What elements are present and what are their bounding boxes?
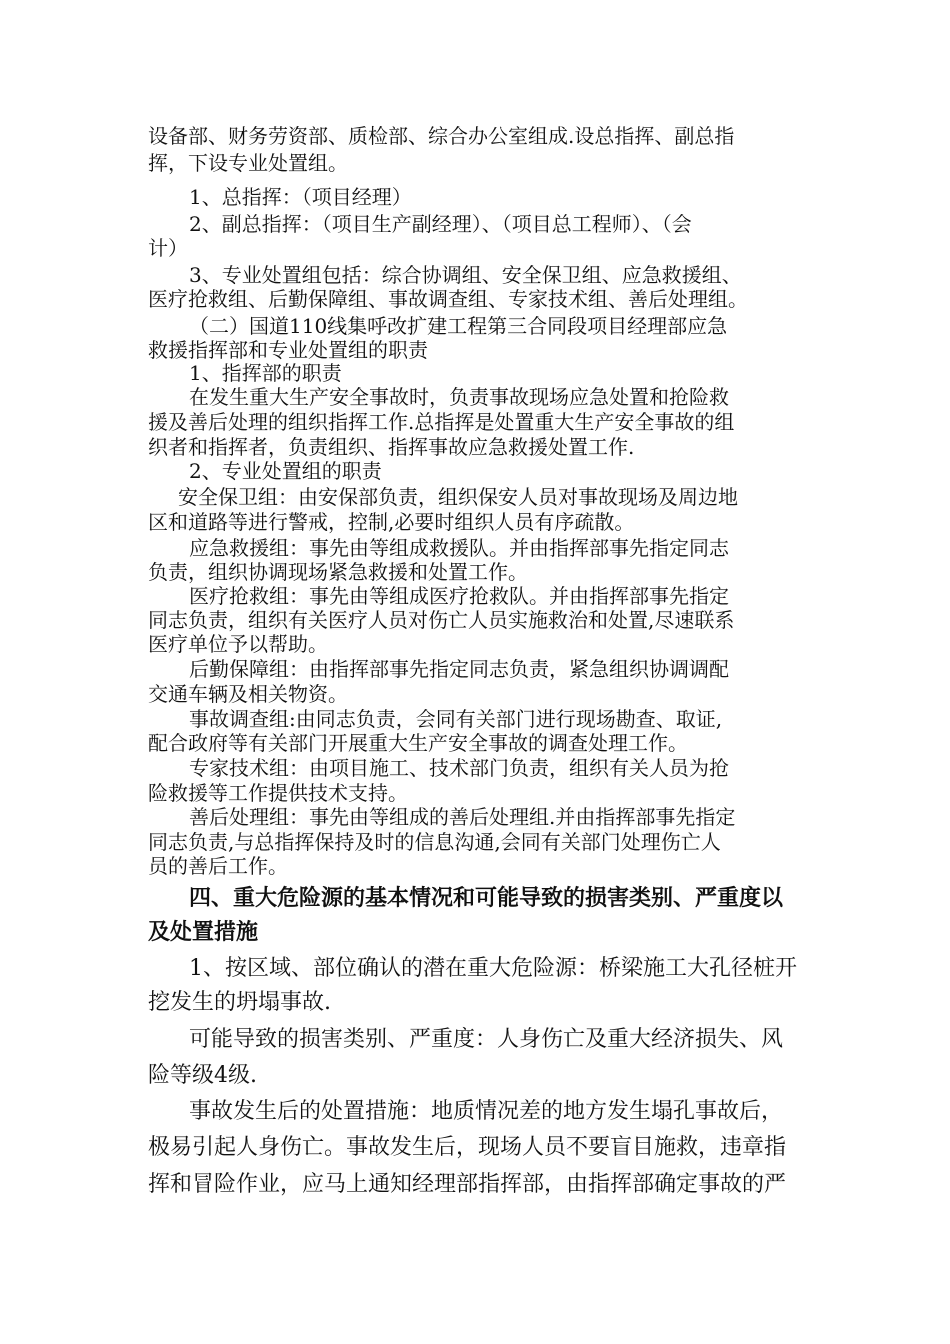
- text-line: 援及善后处理的组织指挥工作.总指挥是处置重大生产安全事故的组: [148, 410, 735, 434]
- text-line: 1、总指挥：（项目经理）: [189, 185, 412, 209]
- text-line: 计）: [148, 236, 188, 260]
- text-line: 3、专业处置组包括：综合协调组、安全保卫组、应急救援组、: [189, 263, 742, 287]
- text-line: 交通车辆及相关物资。: [148, 682, 348, 706]
- text-line: 医疗单位予以帮助。: [148, 632, 328, 656]
- text-line: 医疗抢救组：事先由等组成医疗抢救队。并由指挥部事先指定: [189, 584, 729, 608]
- text-line: 后勤保障组：由指挥部事先指定同志负责，紧急组织协调调配: [189, 657, 729, 681]
- text-line: 善后处理组：事先由等组成的善后处理组.并由指挥部事先指定: [189, 805, 736, 829]
- text-line: 同志负责，组织有关医疗人员对伤亡人员实施救治和处置,尽速联系: [148, 608, 735, 632]
- text-line: 2、专业处置组的职责: [189, 459, 382, 483]
- text-line: 配合政府等有关部门开展重大生产安全事故的调查处理工作。: [148, 731, 688, 755]
- text-line: 员的善后工作。: [148, 854, 288, 878]
- text-line: 在发生重大生产安全事故时，负责事故现场应急处置和抢险救: [189, 385, 729, 409]
- text-line: 挖发生的坍塌事故.: [148, 990, 331, 1015]
- text-line: 同志负责,与总指挥保持及时的信息沟通,会同有关部门处理伤亡人: [148, 830, 721, 854]
- text-line: 1、按区域、部位确认的潜在重大危险源：桥梁施工大孔径桩开: [189, 956, 797, 981]
- text-line: 救援指挥部和专业处置组的职责: [148, 338, 428, 362]
- text-line: 险等级4级.: [148, 1063, 257, 1088]
- text-line: 设备部、财务劳资部、质检部、综合办公室组成.设总指挥、副总指: [148, 124, 735, 148]
- section-heading: 四、重大危险源的基本情况和可能导致的损害类别、严重度以: [189, 885, 784, 911]
- text-line: 织者和指挥者，负责组织、指挥事故应急救援处置工作.: [148, 435, 635, 459]
- text-line: （二）国道110线集呼改扩建工程第三合同段项目经理部应急: [189, 314, 728, 338]
- text-line: 挥，下设专业处置组。: [148, 151, 348, 175]
- text-line: 挥和冒险作业，应马上通知经理部指挥部，由指挥部确定事故的严: [148, 1172, 787, 1197]
- text-line: 区和道路等进行警戒，控制,必要时组织人员有序疏散。: [148, 510, 635, 534]
- text-line: 医疗抢救组、后勤保障组、事故调查组、专家技术组、善后处理组。: [148, 287, 748, 311]
- section-heading: 及处置措施: [148, 919, 259, 945]
- text-line: 事故调查组:由同志负责，会同有关部门进行现场勘查、取证,: [189, 707, 723, 731]
- text-line: 安全保卫组：由安保部负责，组织保安人员对事故现场及周边地: [178, 485, 738, 509]
- text-line: 应急救援组：事先由等组成救援队。并由指挥部事先指定同志: [189, 536, 729, 560]
- text-line: 险救援等工作提供技术支持。: [148, 781, 408, 805]
- text-line: 专家技术组：由项目施工、技术部门负责，组织有关人员为抢: [189, 756, 729, 780]
- text-line: 可能导致的损害类别、严重度：人身伤亡及重大经济损失、风: [189, 1027, 784, 1052]
- text-line: 1、指挥部的职责: [189, 361, 342, 385]
- text-line: 事故发生后的处置措施：地质情况差的地方发生塌孔事故后，: [189, 1099, 784, 1124]
- text-line: 2、副总指挥：（项目生产副经理）、（项目总工程师）、（会: [189, 212, 692, 236]
- text-line: 负责，组织协调现场紧急救援和处置工作。: [148, 560, 528, 584]
- text-line: 极易引起人身伤亡。事故发生后，现场人员不要盲目施救，违章指: [148, 1135, 787, 1160]
